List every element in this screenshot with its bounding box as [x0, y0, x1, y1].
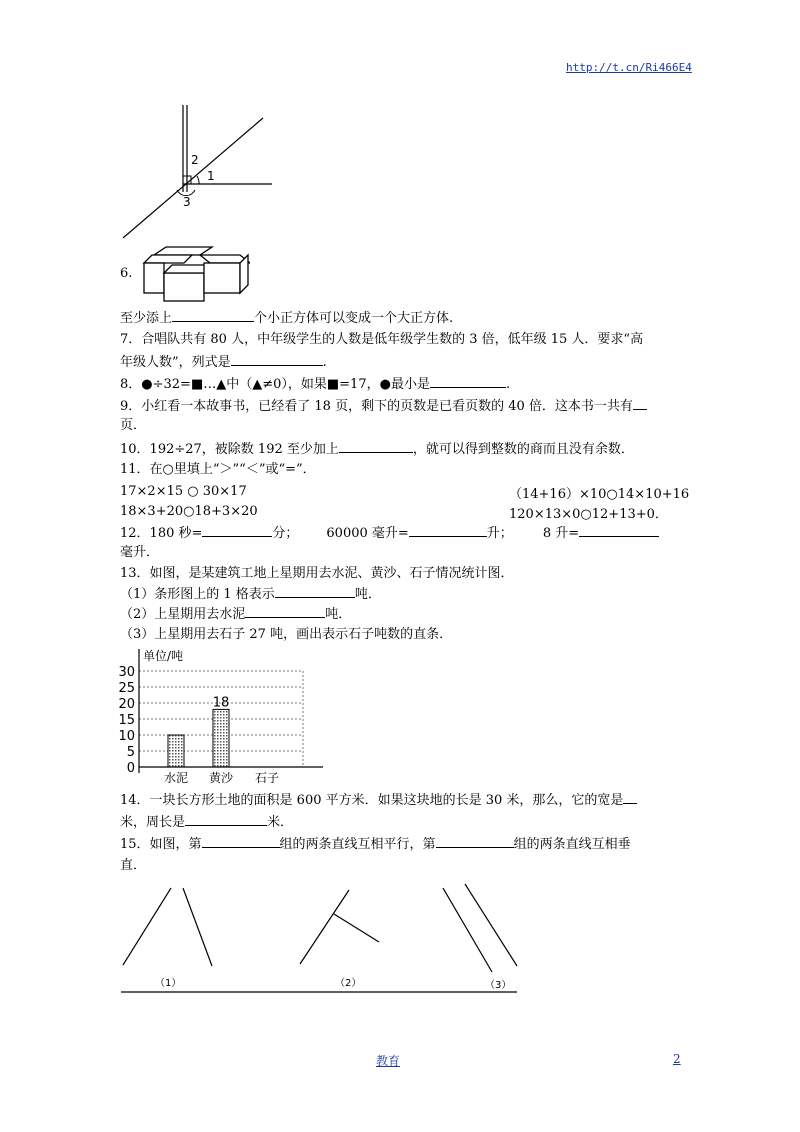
q11-r1-left: 17×2×15 ○ 30×17 [120, 484, 247, 499]
line-2a [300, 890, 349, 964]
y-tick-label: 15 [118, 713, 135, 728]
answer-blank[interactable] [202, 835, 280, 848]
y-tick-label: 25 [118, 681, 135, 696]
fig-label: （1） [155, 978, 182, 989]
q7-line2: 年级人数”，列式是 . [120, 355, 327, 370]
line-1b [183, 888, 212, 966]
bar-chart [115, 645, 330, 790]
q8-line: 8．●÷32=■…▲中（▲≠0），如果■=17，●最小是 . [120, 377, 511, 392]
q6-pre: 至少添上 [120, 311, 173, 326]
y-tick-label: 10 [118, 729, 135, 744]
y-tick-label: 5 [126, 745, 135, 760]
q13-sub1: （1）条形图上的 1 格表示 吨． [120, 587, 381, 602]
answer-blank[interactable] [185, 813, 267, 826]
answer-blank[interactable] [339, 440, 413, 453]
page-number: 2 [673, 1052, 681, 1066]
angle-label: 2 [191, 153, 199, 167]
q11-r2-left: 18×3+20○18+3×20 [120, 504, 258, 519]
category-label: 黄沙 [208, 771, 234, 785]
footer-link[interactable]: 教育 [376, 1054, 401, 1068]
q12-line2: 毫升． [120, 545, 160, 560]
q13-sub2: （2）上星期用去水泥 吨． [120, 607, 352, 622]
q6-text [120, 309, 453, 328]
fig-label: （3） [485, 980, 512, 991]
y-tick-label: 20 [118, 697, 135, 712]
y-tick-label: 30 [118, 665, 135, 680]
q6-number: 6. [120, 266, 133, 281]
q15-line1: 15．如图，第 组的两条直线互相平行，第 组的两条直线互相垂 [120, 837, 631, 852]
q7-line1: 7．合唱队共有 80 人，中年级学生的人数是低年级学生数的 3 倍，低年级 15 人．要求“高 [120, 332, 644, 347]
category-label: 石子 [254, 771, 280, 785]
q11-title: 11．在○里填上“＞”“＜”或“=”． [120, 462, 316, 477]
bar-水泥 [168, 735, 184, 767]
line-2b [334, 914, 379, 942]
q14-line1: 14．一块长方形土地的面积是 600 平方米．如果这块地的长是 30 米，那么，它的宽是 [120, 791, 637, 810]
bar-data-label: 18 [212, 695, 230, 711]
answer-blank[interactable] [430, 375, 506, 388]
q13-title: 13．如图，是某建筑工地上星期用去水泥、黄沙、石子情况统计图． [120, 566, 514, 581]
answer-blank[interactable] [202, 524, 272, 537]
answer-blank[interactable] [231, 353, 323, 366]
y-tick-label: 0 [126, 761, 135, 776]
q15-line2: 直． [120, 858, 147, 873]
q11-r1-right: （14+16）×10○14×10+16 [509, 487, 690, 502]
header-link[interactable]: http://t.cn/Ri466E4 [566, 61, 692, 74]
line-1a [123, 888, 171, 965]
answer-blank[interactable] [275, 585, 355, 598]
answer-blank[interactable] [579, 524, 659, 537]
q6-post: 个小正方体可以变成一个大正方体. [254, 311, 454, 326]
q14-line2: 米，周长是 米． [120, 815, 294, 830]
q11-r2-right: 120×13×0○12+13+0． [509, 507, 668, 522]
q9-line1: 9．小红看一本故事书，已经看了 18 页，剩下的页数是已看页数的 40 倍．这本书一共有 [120, 397, 647, 416]
angle-label: 1 [207, 169, 215, 183]
answer-blank[interactable] [172, 309, 254, 322]
line-3b [465, 884, 517, 966]
lines-figure [115, 880, 525, 1000]
answer-blank[interactable] [409, 524, 487, 537]
answer-blank[interactable] [436, 835, 514, 848]
answer-blank[interactable] [245, 605, 325, 618]
q13-sub3: （3）上星期用去石子 27 吨，画出表示石子吨数的直条． [120, 627, 453, 642]
q12-line: 12．180 秒= 分； 60000 毫升= 升； 8 升= [120, 524, 659, 543]
chart-ylabel: 单位/吨 [143, 649, 184, 663]
fig-label: （2） [335, 978, 362, 989]
line-3a [443, 888, 492, 972]
q9-line2: 页． [120, 418, 147, 433]
bar-黄沙 [213, 709, 229, 767]
angle-label: 3 [183, 195, 191, 209]
slanted-line [123, 118, 263, 238]
q10-line: 10．192÷27，被除数 192 至少加上 ，就可以得到整数的商而且没有余数． [120, 442, 634, 457]
answer-blank[interactable] [623, 791, 637, 804]
angle-figure [115, 100, 280, 245]
category-label: 水泥 [163, 771, 189, 785]
answer-blank[interactable] [633, 397, 647, 410]
cube-figure [140, 245, 250, 305]
